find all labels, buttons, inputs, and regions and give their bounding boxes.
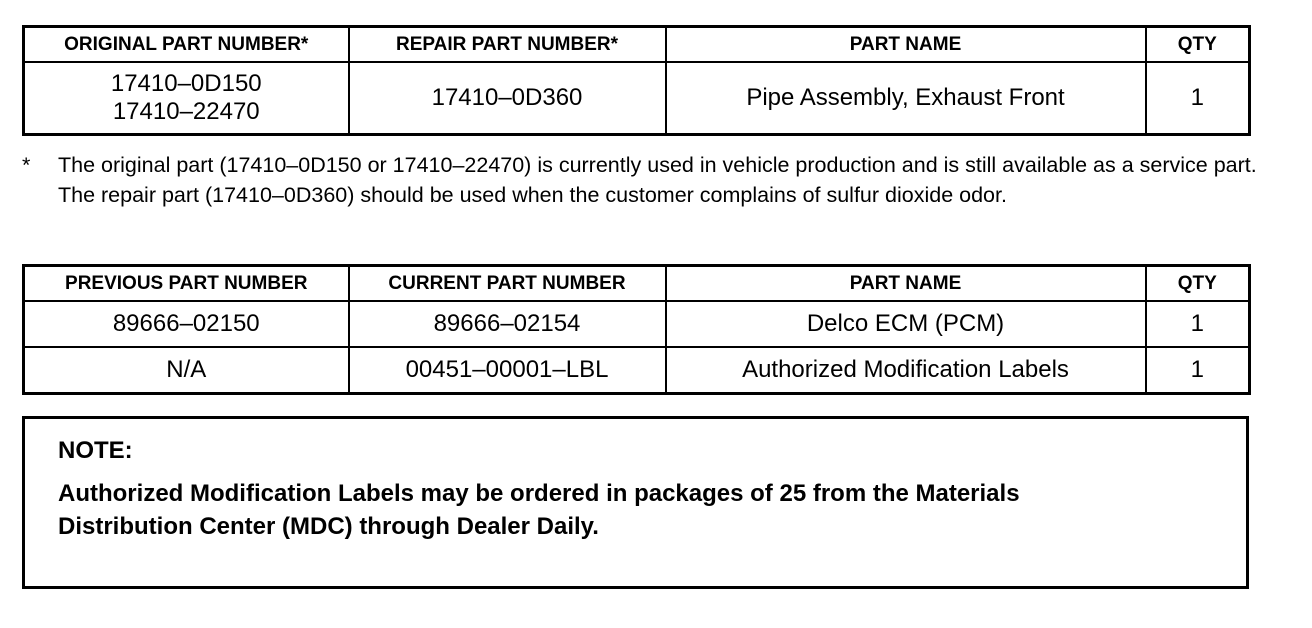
table-row — [24, 347, 1250, 394]
part-name: Delco ECM (PCM) — [666, 301, 1146, 347]
qty: 1 — [1146, 301, 1250, 347]
part-name: Authorized Modification Labels — [666, 347, 1146, 394]
note-body: Authorized Modification Labels may be ordered in packages of 25 from the Materials Distribution Center (MDC) through Dealer Daily. — [58, 480, 1020, 540]
current-part-number: 89666–02154 — [349, 301, 666, 347]
footnote-text: The original part (17410–0D150 or 17410–22470) is currently used in vehicle production and is still available as a service part. The repair part (17410–0D360) should be used when the customer complains of sulfur dioxide odor. — [58, 153, 1257, 207]
table-row — [24, 62, 1250, 135]
header-part-name: PART NAME — [666, 27, 1146, 63]
previous-part-number: N/A — [24, 347, 349, 394]
header-part-name: PART NAME — [666, 266, 1146, 302]
table-header-row — [24, 266, 1250, 302]
header-qty: QTY — [1146, 27, 1250, 63]
header-qty: QTY — [1146, 266, 1250, 302]
current-part-number: 00451–00001–LBL — [349, 347, 666, 394]
header-repair-part-number: REPAIR PART NUMBER* — [349, 27, 666, 63]
footnote — [22, 150, 1262, 210]
part-name: Pipe Assembly, Exhaust Front — [666, 62, 1146, 135]
table-row — [24, 301, 1250, 347]
note-box — [22, 416, 1249, 589]
original-part-numbers-cell — [24, 62, 349, 135]
current-parts-table — [22, 264, 1251, 395]
header-original-part-number: ORIGINAL PART NUMBER* — [24, 27, 349, 63]
footnote-marker: * — [22, 153, 31, 177]
repair-parts-table — [22, 25, 1251, 136]
note-title: NOTE: — [58, 437, 133, 464]
qty: 1 — [1146, 62, 1250, 135]
table-header-row — [24, 27, 1250, 63]
repair-part-number: 17410–0D360 — [349, 62, 666, 135]
original-part-number: 17410–0D150 — [110, 70, 262, 97]
original-part-number: 17410–22470 — [112, 98, 260, 125]
header-current-part-number: CURRENT PART NUMBER — [349, 266, 666, 302]
qty: 1 — [1146, 347, 1250, 394]
header-previous-part-number: PREVIOUS PART NUMBER — [24, 266, 349, 302]
previous-part-number: 89666–02150 — [24, 301, 349, 347]
